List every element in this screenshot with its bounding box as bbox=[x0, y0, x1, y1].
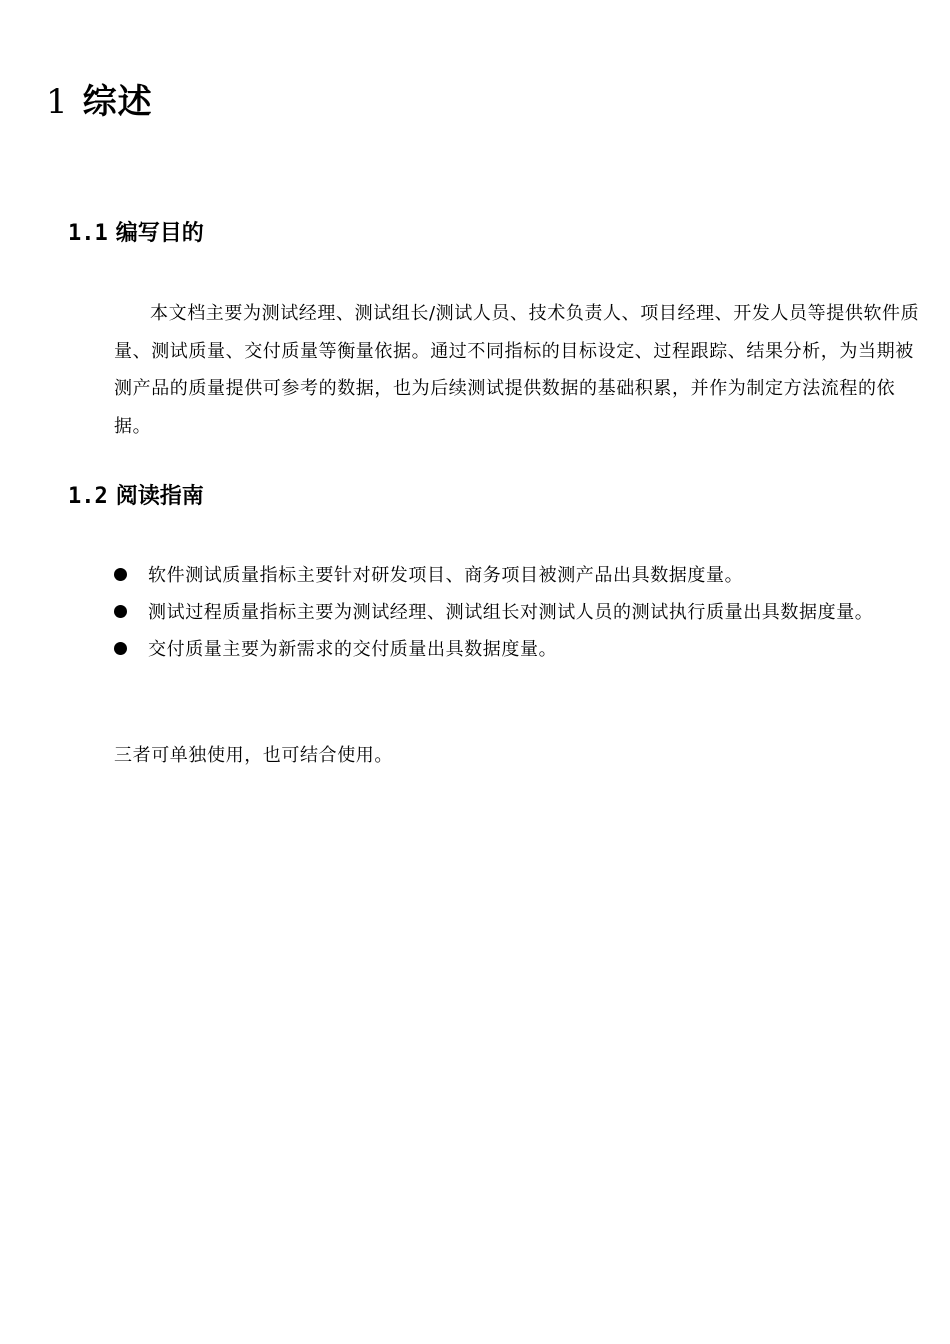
list-item bbox=[114, 631, 926, 668]
list-item-text: 交付质量主要为新需求的交付质量出具数据度量。 bbox=[148, 639, 558, 660]
chapter-title: 综述 bbox=[82, 82, 153, 122]
bullet-dot-icon bbox=[114, 605, 127, 618]
list-item bbox=[114, 594, 926, 631]
section-number: 1.2 bbox=[68, 484, 108, 509]
purpose-paragraph: 本文档主要为测试经理、测试组长/测试人员、技术负责人、项目经理、开发人员等提供软件质量、测试质量、交付质量等衡量依据。通过不同指标的目标设定、过程跟踪、结果分析，为当期被测产品的质量提供可参考的数据，也为后续测试提供数据的基础积累，并作为制定方法流程的依据。 bbox=[114, 303, 920, 437]
chapter-number: 1 bbox=[46, 82, 69, 122]
list-item-text: 测试过程质量指标主要为测试经理、测试组长对测试人员的测试执行质量出具数据度量。 bbox=[148, 602, 874, 623]
chapter-heading bbox=[46, 80, 153, 124]
reading-guide-list bbox=[114, 557, 926, 668]
list-item bbox=[114, 557, 926, 594]
section-title: 编写目的 bbox=[115, 220, 204, 246]
section-heading-reading-guide bbox=[68, 481, 204, 512]
bullet-dot-icon bbox=[114, 642, 127, 655]
list-item-text: 软件测试质量指标主要针对研发项目、商务项目被测产品出具数据度量。 bbox=[148, 565, 744, 586]
bullet-dot-icon bbox=[114, 568, 127, 581]
section-heading-purpose bbox=[68, 218, 204, 249]
section-title: 阅读指南 bbox=[115, 483, 204, 509]
section-number: 1.1 bbox=[68, 221, 108, 246]
closing-sentence: 三者可单独使用，也可结合使用。 bbox=[114, 745, 393, 766]
